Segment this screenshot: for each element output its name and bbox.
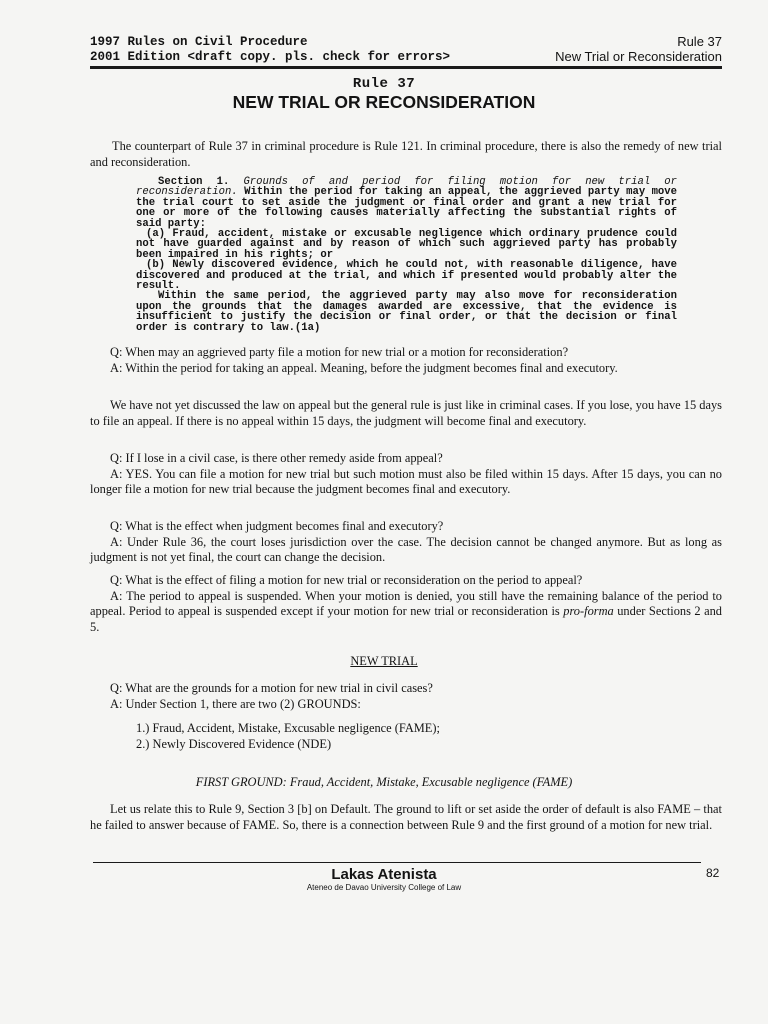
appeal-paragraph: We have not yet discussed the law on appeal but the general rule is just like in criminal cases. If you lose, you have 15 days to file an appeal. If there is no appeal within 15 days, the judgment will become final and executory.	[90, 398, 722, 428]
question-text: Q: When may an aggrieved party file a motion for new trial or a motion for reconsideration?	[110, 345, 569, 359]
grounds-list	[136, 721, 722, 752]
answer-part-2: under Sections 2 and 5.	[90, 604, 722, 634]
section-1-label: Section 1	[158, 176, 223, 188]
answer-text: A: Under Section 1, there are two (2) GROUNDS:	[110, 696, 361, 711]
header-edition: 2001 Edition <draft copy. pls. check for errors>	[90, 50, 451, 64]
answer-text	[90, 589, 722, 636]
question-text: Q: What is the effect when judgment becomes final and executory?	[110, 519, 444, 533]
footer-divider	[93, 862, 701, 863]
section-1-body: Within the period for taking an appeal, the aggrieved party may move the trial court to set aside the judgment or final order and grant a new trial for one or more of the following causes materially affecting the substantial rights of said party:	[136, 186, 678, 230]
rule-number: Rule 37	[352, 76, 416, 92]
section-1-item-b: (b) Newly discovered evidence, which he could not, with reasonable diligence, have discovered and produced at the trial, and which if presented would probably alter the result.	[136, 259, 677, 293]
qa-block-5	[90, 681, 722, 712]
list-item: 2.) Newly Discovered Evidence (NDE)	[136, 736, 332, 751]
page-title: NEW TRIAL OR RECONSIDERATION	[232, 92, 536, 112]
question-text: Q: What is the effect of filing a motion for new trial or reconsideration on the period to appeal?	[110, 573, 583, 587]
rule9-paragraph: Let us relate this to Rule 9, Section 3 [b] on Default. The ground to lift or set aside the order of default is also FAME – that he failed to answer because of FAME. So, there is a connection between Rule 9 and the first ground of a motion for new trial.	[90, 802, 722, 832]
question-text: Q: If I lose in a civil case, is there other remedy aside from appeal?	[110, 451, 443, 465]
answer-italic-term: pro-forma	[563, 604, 614, 619]
question-text: Q: What are the grounds for a motion for new trial in civil cases?	[110, 681, 433, 695]
section-1-quote: Section 1. Grounds of and period for filing motion for new trial or reconsideration. Within the period for taking an appeal, the aggrieved party may move the trial court to set aside the judgment or final order and grant a new trial for one or more of the following causes materially affecting the substantial rights of said party: (a) Fraud, accident, mistake or excusable negligence which ordinary prudence could not have guarded against and by reason of which such aggrieved party has probably been impaired in his rights; or (b) Newly discovered evidence, which he could not, with reasonable diligence, have discovered and produced at the trial, and which if presented would probably alter the result. Within the same period, the aggrieved party may also move for reconsideration upon the grounds that the damages awarded are excessive, that the evidence is insufficient to justify the decision or final order, or that the decision or final order is contrary to law.(1a)	[136, 176, 678, 334]
page-number: 82	[706, 866, 720, 880]
qa-block-4	[90, 573, 722, 635]
section-1-closing: Within the same period, the aggrieved party may also move for reconsideration upon the grounds that the damages awarded are excessive, that the evidence is insufficient to justify the decision or final order, or that the decision or final order is contrary to law.(1a)	[136, 290, 677, 334]
running-header-right	[555, 34, 722, 64]
running-header-left	[90, 35, 450, 65]
footer-subtitle: Ateneo de Davao University College of Law	[306, 883, 462, 892]
intro-paragraph: The counterpart of Rule 37 in criminal procedure is Rule 121. In criminal procedure, there is also the remedy of new trial and reconsideration.	[90, 139, 722, 169]
answer-text: A: YES. You can file a motion for new trial but such motion must also be filed within 15 days. After 15 days, you can no longer file a motion for new trial because the judgment becomes final and executory.	[90, 466, 722, 497]
first-ground-heading: FIRST GROUND: Fraud, Accident, Mistake, Excusable negligence (FAME)	[195, 775, 573, 789]
footer-title: Lakas Atenista	[331, 866, 437, 883]
qa-block-1	[90, 345, 722, 376]
answer-text: A: Under Rule 36, the court loses jurisdiction over the case. The decision cannot be changed anymore. But as long as judgment is not yet final, the court can change the decision.	[90, 534, 722, 565]
new-trial-heading: NEW TRIAL	[350, 654, 418, 668]
answer-text: A: Within the period for taking an appeal. Meaning, before the judgment becomes final and executory.	[110, 360, 618, 375]
header-divider	[90, 66, 722, 69]
section-1-caption: Grounds of and period for filing motion for new trial or reconsideration.	[136, 176, 678, 199]
header-rule-number: Rule 37	[677, 34, 722, 49]
answer-part-1: A: The period to appeal is suspended. When your motion is denied, you still have the remaining balance of the period to appeal. Period to appeal is suspended except if your motion for new trial or reconsideration is	[90, 588, 722, 619]
list-item: 1.) Fraud, Accident, Mistake, Excusable negligence (FAME);	[136, 721, 440, 735]
header-rule-title: New Trial or Reconsideration	[555, 49, 722, 64]
section-1-item-a: (a) Fraud, accident, mistake or excusable negligence which ordinary prudence could not have guarded against and by reason of which such aggrieved party has probably been impaired in his rights; or	[136, 228, 677, 261]
qa-block-2	[90, 451, 722, 498]
qa-block-3	[90, 519, 722, 566]
header-book-title: 1997 Rules on Civil Procedure	[90, 35, 308, 49]
